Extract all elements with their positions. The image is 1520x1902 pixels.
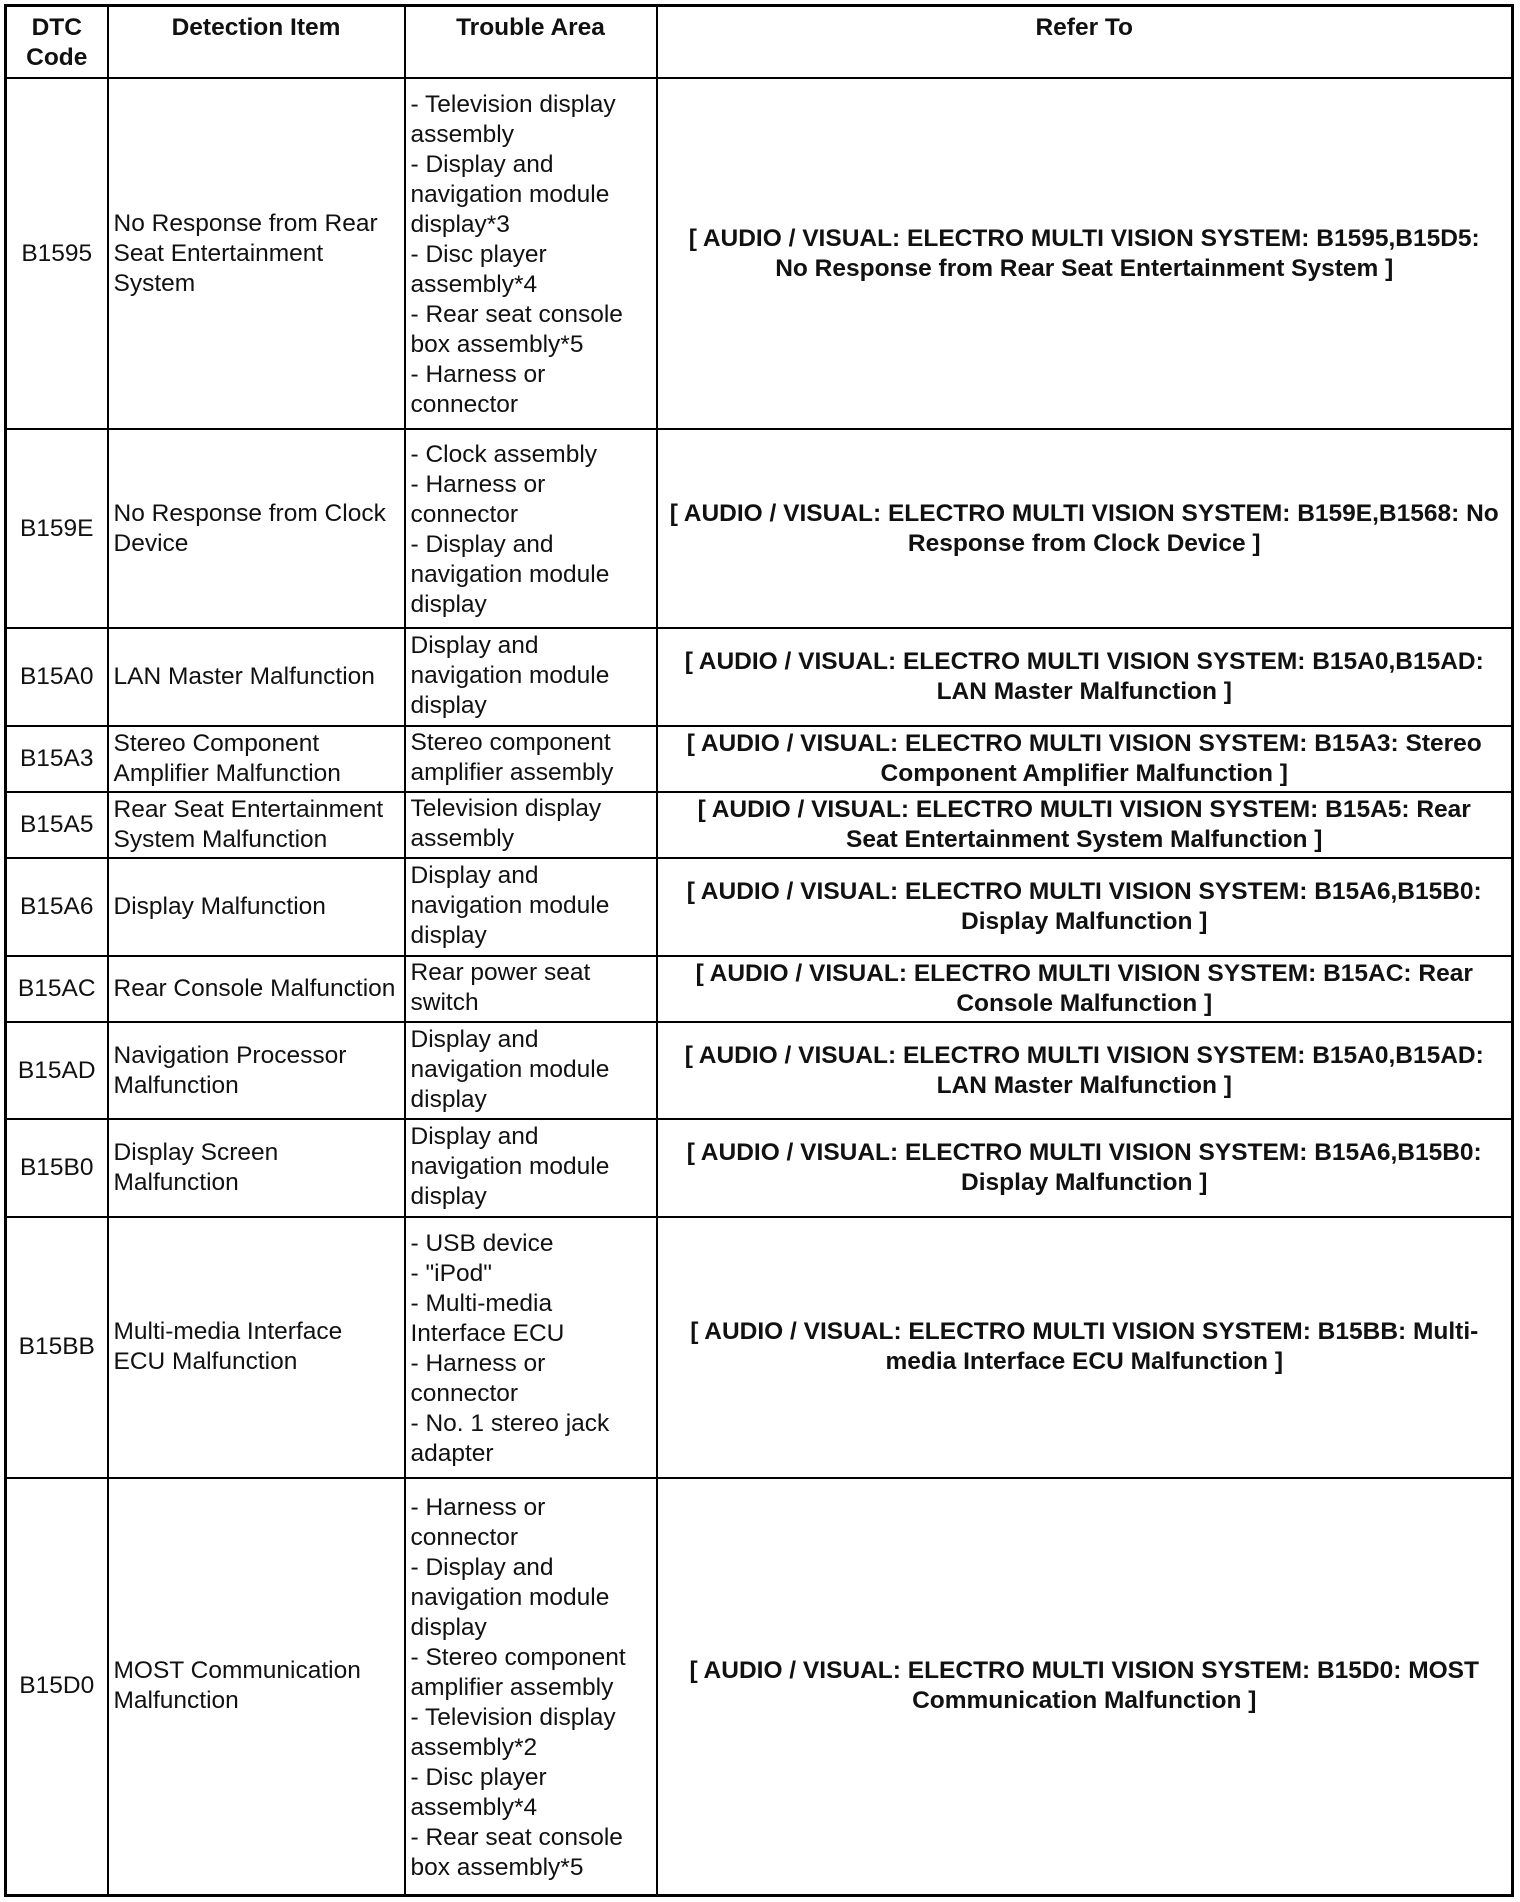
- table-row: [6, 78, 1513, 429]
- refer-to-link[interactable]: [ AUDIO / VISUAL: ELECTRO MULTI VISION SYSTEM: B15D0: MOST Communication Malfunction ]: [657, 1478, 1513, 1896]
- table-body: [6, 78, 1513, 1896]
- trouble-area-entry: Display and navigation module display: [410, 861, 617, 949]
- dtc-code-cell: B15D0: [6, 1478, 108, 1896]
- trouble-area-entry: - Display and navigation module display: [410, 1553, 617, 1641]
- detection-item-cell: No Response from Clock Device: [108, 429, 405, 628]
- trouble-area-entry: - Television display assembly: [410, 91, 623, 149]
- table-row: [6, 858, 1513, 955]
- trouble-area-entry: - Multi-media Interface ECU: [410, 1289, 565, 1347]
- trouble-area-entry: - "iPod": [410, 1259, 492, 1287]
- detection-item-cell: Rear Console Malfunction: [108, 956, 405, 1022]
- trouble-area-cell: [405, 1478, 657, 1896]
- refer-to-link[interactable]: [ AUDIO / VISUAL: ELECTRO MULTI VISION SYSTEM: B15A3: Stereo Component Amplifier Malfunction ]: [657, 726, 1513, 792]
- trouble-area-cell: [405, 1022, 657, 1119]
- trouble-area-entry: Stereo component amplifier assembly: [410, 728, 618, 786]
- table-row: [6, 1022, 1513, 1119]
- detection-item-cell: Multi-media Interface ECU Malfunction: [108, 1217, 405, 1478]
- trouble-area-entry: Display and navigation module display: [410, 1123, 617, 1210]
- detection-item-cell: Display Malfunction: [108, 858, 405, 955]
- table-row: [6, 1217, 1513, 1478]
- refer-to-link[interactable]: [ AUDIO / VISUAL: ELECTRO MULTI VISION SYSTEM: B15AC: Rear Console Malfunction ]: [657, 956, 1513, 1022]
- trouble-area-entry: - Display and navigation module display: [410, 531, 617, 619]
- dtc-code-cell: B15AC: [6, 956, 108, 1022]
- detection-item-cell: Stereo Component Amplifier Malfunction: [108, 726, 405, 792]
- dtc-code-cell: B1595: [6, 78, 108, 429]
- trouble-area-entry: Display and navigation module display: [410, 631, 617, 719]
- detection-item-cell: Rear Seat Entertainment System Malfunction: [108, 792, 405, 858]
- refer-to-link[interactable]: [ AUDIO / VISUAL: ELECTRO MULTI VISION SYSTEM: B15A0,B15AD: LAN Master Malfunction ]: [657, 1022, 1513, 1119]
- dtc-page: [4, 4, 1512, 1897]
- dtc-code-cell: B15A6: [6, 858, 108, 955]
- trouble-area-entry: Rear power seat switch: [410, 958, 598, 1016]
- dtc-code-cell: B15A5: [6, 792, 108, 858]
- trouble-area-cell: [405, 792, 657, 858]
- trouble-area-entry: - Harness or connector: [410, 361, 553, 419]
- dtc-code-cell: B15AD: [6, 1022, 108, 1119]
- detection-item-cell: Navigation Processor Malfunction: [108, 1022, 405, 1119]
- trouble-area-entry: Television display assembly: [410, 795, 608, 853]
- dtc-code-cell: B15BB: [6, 1217, 108, 1478]
- refer-to-link[interactable]: [ AUDIO / VISUAL: ELECTRO MULTI VISION SYSTEM: B15A0,B15AD: LAN Master Malfunction ]: [657, 628, 1513, 725]
- dtc-code-cell: B15A0: [6, 628, 108, 725]
- trouble-area-entry: - Harness or connector: [410, 1493, 553, 1551]
- detection-item-cell: No Response from Rear Seat Entertainment System: [108, 78, 405, 429]
- table-row: [6, 956, 1513, 1022]
- table-row: [6, 1119, 1513, 1216]
- header-detection-item: Detection Item: [108, 6, 405, 79]
- trouble-area-cell: [405, 78, 657, 429]
- trouble-area-entry: - Disc player assembly*4: [410, 241, 554, 299]
- refer-to-link[interactable]: [ AUDIO / VISUAL: ELECTRO MULTI VISION SYSTEM: B1595,B15D5: No Response from Rear Seat Entertainment System ]: [657, 78, 1513, 429]
- trouble-area-entry: - Television display assembly*2: [410, 1703, 623, 1761]
- refer-to-link[interactable]: [ AUDIO / VISUAL: ELECTRO MULTI VISION SYSTEM: B15A5: Rear Seat Entertainment System Malfunction ]: [657, 792, 1513, 858]
- refer-to-link[interactable]: [ AUDIO / VISUAL: ELECTRO MULTI VISION SYSTEM: B15A6,B15B0: Display Malfunction ]: [657, 1119, 1513, 1216]
- detection-item-cell: Display Screen Malfunction: [108, 1119, 405, 1216]
- trouble-area-entry: - Stereo component amplifier assembly: [410, 1643, 633, 1701]
- dtc-code-cell: B159E: [6, 429, 108, 628]
- trouble-area-cell: [405, 1119, 657, 1216]
- refer-to-link[interactable]: [ AUDIO / VISUAL: ELECTRO MULTI VISION SYSTEM: B15A6,B15B0: Display Malfunction ]: [657, 858, 1513, 955]
- table-row: [6, 429, 1513, 628]
- trouble-area-entry: - Harness or connector: [410, 471, 553, 529]
- trouble-area-entry: - Clock assembly: [410, 441, 598, 469]
- header-refer-to: Refer To: [657, 6, 1513, 79]
- refer-to-link[interactable]: [ AUDIO / VISUAL: ELECTRO MULTI VISION SYSTEM: B15BB: Multi-media Interface ECU Malfunction ]: [657, 1217, 1513, 1478]
- trouble-area-entry: - Display and navigation module display*3: [410, 151, 617, 239]
- dtc-code-cell: B15A3: [6, 726, 108, 792]
- table-row: [6, 1478, 1513, 1896]
- detection-item-cell: MOST Communication Malfunction: [108, 1478, 405, 1896]
- detection-item-cell: LAN Master Malfunction: [108, 628, 405, 725]
- dtc-code-cell: B15B0: [6, 1119, 108, 1216]
- refer-to-link[interactable]: [ AUDIO / VISUAL: ELECTRO MULTI VISION SYSTEM: B159E,B1568: No Response from Clock Device ]: [657, 429, 1513, 628]
- trouble-area-entry: - Rear seat console box assembly*5: [410, 1823, 630, 1881]
- table-row: [6, 628, 1513, 725]
- trouble-area-cell: [405, 1217, 657, 1478]
- trouble-area-entry: - No. 1 stereo jack adapter: [410, 1409, 617, 1467]
- trouble-area-cell: [405, 858, 657, 955]
- trouble-area-entry: Display and navigation module display: [410, 1025, 617, 1113]
- header-dtc-code: DTC Code: [6, 6, 108, 79]
- trouble-area-cell: [405, 429, 657, 628]
- trouble-area-cell: [405, 956, 657, 1022]
- trouble-area-entry: - Harness or connector: [410, 1349, 553, 1407]
- trouble-area-entry: - USB device: [410, 1229, 554, 1257]
- header-trouble-area: Trouble Area: [405, 6, 657, 79]
- trouble-area-entry: - Disc player assembly*4: [410, 1763, 554, 1821]
- trouble-area-cell: [405, 628, 657, 725]
- table-row: [6, 792, 1513, 858]
- trouble-area-cell: [405, 726, 657, 792]
- table-row: [6, 726, 1513, 792]
- dtc-table: [4, 4, 1514, 1897]
- trouble-area-entry: - Rear seat console box assembly*5: [410, 301, 630, 359]
- table-header-row: [6, 6, 1513, 79]
